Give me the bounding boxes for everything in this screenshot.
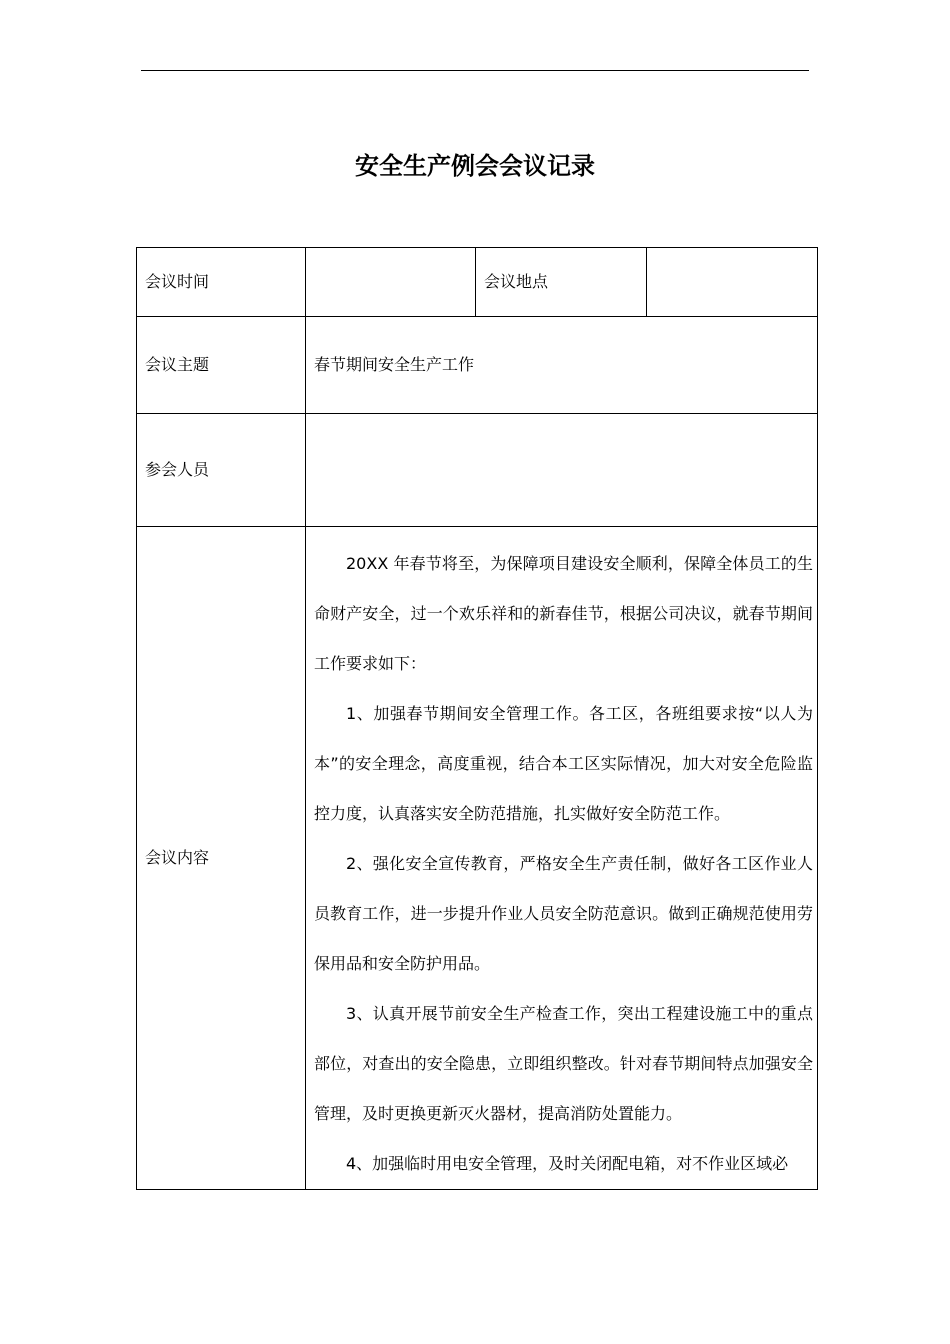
row-meeting-topic (137, 317, 818, 414)
meeting-topic-value: 春节期间安全生产工作 (306, 317, 818, 414)
header-rule (141, 70, 809, 71)
meeting-location-label: 会议地点 (476, 248, 647, 317)
content-paragraph: 20XX 年春节将至，为保障项目建设安全顺利，保障全体员工的生命财产安全，过一个欢乐祥和的新春佳节，根据公司决议，就春节期间工作要求如下： (314, 554, 813, 673)
meeting-content-body (306, 527, 818, 1190)
attendees-label: 参会人员 (137, 414, 306, 527)
attendees-value (306, 414, 818, 527)
meeting-record-table (136, 247, 818, 1190)
row-attendees (137, 414, 818, 527)
content-paragraph: 3、认真开展节前安全生产检查工作，突出工程建设施工中的重点部位，对查出的安全隐患，立即组织整改。针对春节期间特点加强安全管理，及时更换更新灭火器材，提高消防处置能力。 (314, 1004, 813, 1123)
meeting-location-value (647, 248, 818, 317)
meeting-time-value (306, 248, 476, 317)
content-paragraph: 1、加强春节期间安全管理工作。各工区，各班组要求按“以人为本”的安全理念，高度重视，结合本工区实际情况，加大对安全危险监控力度，认真落实安全防范措施，扎实做好安全防范工作。 (314, 704, 813, 823)
row-meeting-content (137, 527, 818, 1190)
meeting-time-label: 会议时间 (137, 248, 306, 317)
meeting-content-label: 会议内容 (137, 527, 306, 1190)
document-title: 安全生产例会会议记录 (355, 152, 595, 180)
row-meeting-time (137, 248, 818, 317)
content-paragraph: 2、强化安全宣传教育，严格安全生产责任制，做好各工区作业人员教育工作，进一步提升作业人员安全防范意识。做到正确规范使用劳保用品和安全防护用品。 (314, 854, 813, 973)
content-paragraph: 4、加强临时用电安全管理，及时关闭配电箱，对不作业区域必 (346, 1154, 789, 1173)
meeting-topic-label: 会议主题 (137, 317, 306, 414)
